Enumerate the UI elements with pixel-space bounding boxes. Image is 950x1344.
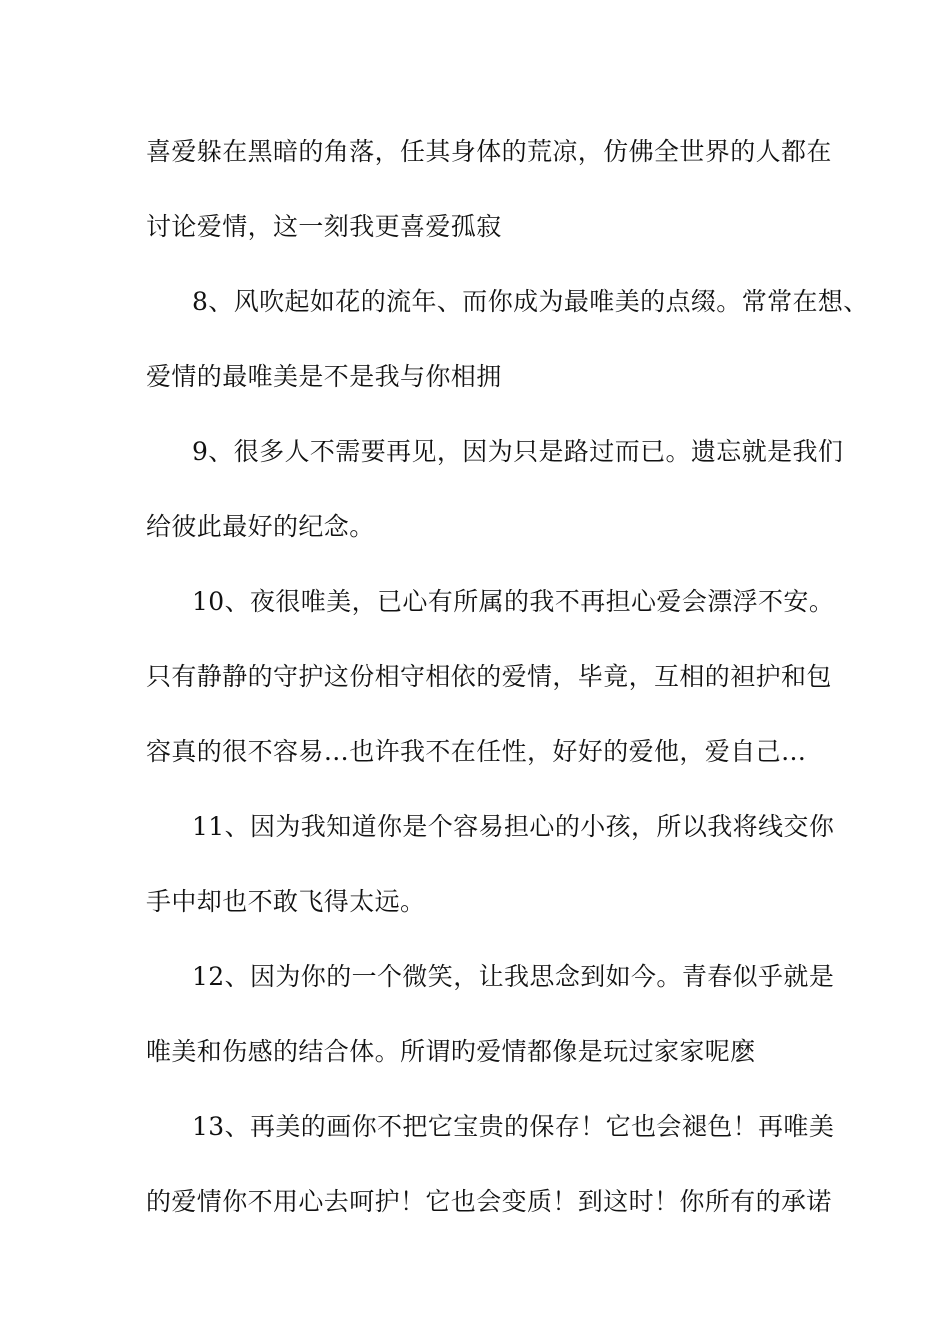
paragraph-11-line-2: 手中却也不敢飞得太远。 — [146, 887, 426, 916]
paragraph-10-line-1: 10、夜很唯美，已心有所属的我不再担心爱会漂浮不安。 — [192, 587, 835, 616]
paragraph-8-line-1: 8、风吹起如花的流年、而你成为最唯美的点缀。常常在想、 — [192, 287, 869, 316]
paragraph-12-line-1: 12、因为你的一个微笑，让我思念到如今。青春似乎就是 — [192, 962, 835, 991]
paragraph-9-line-2: 给彼此最好的纪念。 — [146, 512, 375, 541]
paragraph-10-line-2: 只有静静的守护这份相守相依的爱情，毕竟，互相的袒护和包 — [146, 662, 832, 691]
paragraph-10-line-3: 容真的很不容易…也许我不在任性，好好的爱他，爱自己… — [146, 737, 807, 766]
paragraph-8-line-2: 爱情的最唯美是不是我与你相拥 — [146, 362, 502, 391]
text-line-2: 讨论爱情，这一刻我更喜爱孤寂 — [146, 212, 502, 241]
paragraph-11-line-1: 11、因为我知道你是个容易担心的小孩，所以我将线交你 — [192, 812, 835, 841]
paragraph-12-line-2: 唯美和伤感的结合体。所谓旳爱情都像是玩过家家呢麽 — [146, 1037, 756, 1066]
paragraph-13-line-1: 13、再美的画你不把它宝贵的保存！它也会褪色！再唯美 — [192, 1112, 835, 1141]
paragraph-13-line-2: 的爱情你不用心去呵护！它也会变质！到这时！你所有的承诺 — [146, 1187, 832, 1216]
text-line-1: 喜爱躲在黑暗的角落，任其身体的荒凉，仿佛全世界的人都在 — [146, 137, 832, 166]
paragraph-9-line-1: 9、很多人不需要再见，因为只是路过而已。遗忘就是我们 — [192, 437, 844, 466]
